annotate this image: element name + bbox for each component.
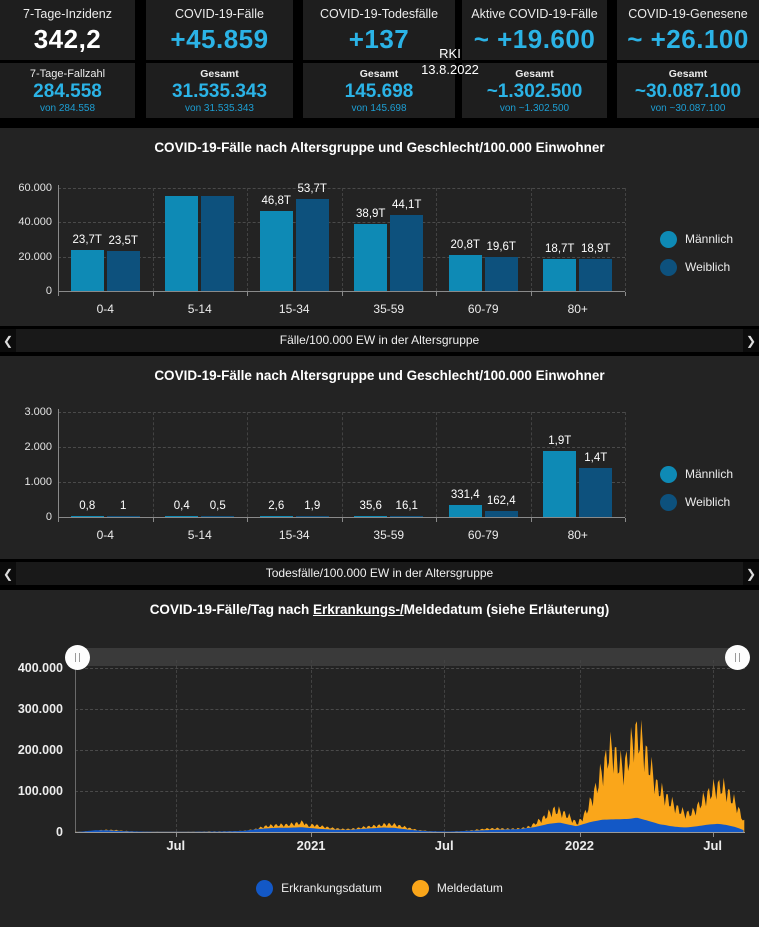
weiblich-color-dot: [660, 259, 677, 276]
axis-tickmark: [531, 518, 532, 522]
card-title: COVID-19-Todesfälle: [319, 7, 439, 21]
y-axis-tick-label: 400.000: [17, 661, 63, 675]
card-title: COVID-19-Genesene: [628, 7, 748, 21]
bar-value-label: 0,4: [173, 500, 190, 512]
axis-tickmark: [153, 292, 154, 296]
bar-value-label: 44,1T: [392, 199, 422, 212]
bar-value-label: 35,6: [359, 499, 382, 512]
legend-label: Erkrankungsdatum: [281, 881, 382, 895]
y-axis-tick-label: 1.000: [24, 476, 52, 488]
bar-female-5-14[interactable]: [201, 196, 234, 291]
chart-footer-bar: [0, 559, 759, 585]
bar-value-label: 20,8T: [450, 239, 480, 252]
card-sub-note: von ~1.302.500: [499, 103, 570, 114]
bar-male-35-59[interactable]: [354, 516, 387, 517]
bar-male-80+[interactable]: [543, 259, 576, 291]
gridline: [625, 412, 626, 517]
bar-male-5-14[interactable]: [165, 516, 198, 517]
legend-label: Männlich: [685, 232, 734, 246]
axis-tickmark: [58, 518, 59, 522]
card-sub-label: Gesamt: [359, 68, 399, 80]
card-sub-value: ~1.302.500: [486, 81, 583, 102]
axis-tickmark: [247, 292, 248, 296]
chart-title: COVID-19-Fälle nach Altersgruppe und Geschlecht/100.000 Einwohner: [154, 368, 605, 383]
gridline: [625, 188, 626, 291]
next-arrow-icon[interactable]: ❯: [743, 562, 759, 585]
bar-value-label: 18,9T: [581, 242, 611, 255]
card-value: ~ +19.600: [473, 24, 596, 54]
bar-female-35-59[interactable]: [390, 516, 423, 517]
axis-tickmark: [436, 292, 437, 296]
x-axis-tick-label: Jul: [166, 838, 186, 853]
card-sub-note: von 145.698: [351, 103, 407, 114]
chart-legend: [660, 464, 733, 520]
x-axis-tick-label: 2021: [296, 838, 326, 853]
x-axis-category-label: 60-79: [467, 302, 499, 316]
title-part: COVID-19-Fälle/Tag nach: [149, 602, 313, 617]
legend-item-maennlich[interactable]: [660, 464, 733, 484]
chart-legend: [660, 229, 733, 285]
y-axis-tick-label: 0: [45, 511, 52, 523]
bar-female-80+[interactable]: [579, 468, 612, 517]
bar-value-label: 38,9T: [356, 208, 386, 221]
chart-title: COVID-19-Fälle nach Altersgruppe und Geschlecht/100.000 Einwohner: [154, 140, 605, 155]
bar-value-label: 1,9T: [548, 434, 572, 447]
bar-female-60-79[interactable]: [485, 511, 518, 517]
bar-female-15-34[interactable]: [296, 199, 329, 291]
panel-cases-by-age: [0, 128, 759, 352]
bar-value-label: 23,7T: [72, 234, 102, 247]
card-sub-note: von 31.535.343: [185, 103, 254, 114]
chart-footer-bar: [0, 326, 759, 352]
bar-female-5-14[interactable]: [201, 516, 234, 517]
y-axis-tick-label: 60.000: [18, 182, 52, 194]
axis-tickmark: [436, 518, 437, 522]
axis-tickmark: [342, 292, 343, 296]
legend-label: Weiblich: [685, 495, 731, 509]
chart-footer-text: Todesfälle/100.000 EW in der Altersgruppe: [265, 566, 494, 580]
bar-value-label: 1,4T: [584, 452, 608, 464]
card-sub-value: ~30.087.100: [634, 81, 742, 102]
bar-value-label: 162,4: [486, 495, 516, 508]
y-axis-tick-label: 40.000: [18, 216, 52, 229]
legend-item-weiblich[interactable]: [660, 492, 733, 512]
x-axis-tick-label: Jul: [434, 838, 454, 853]
x-axis-category-label: 15-34: [278, 528, 310, 542]
area-series-meldedatum[interactable]: [75, 720, 744, 832]
x-axis-tick-label: Jul: [703, 838, 723, 853]
maennlich-color-dot: [660, 466, 677, 483]
x-axis-category-label: 80+: [567, 528, 588, 542]
card-sub-label: Gesamt: [515, 68, 554, 80]
bar-value-label: 0,5: [209, 500, 226, 512]
maennlich-color-dot: [660, 231, 677, 248]
bar-value-label: 18,7T: [545, 242, 575, 255]
axis-tickmark: [625, 518, 626, 522]
y-axis-tick-label: 0: [45, 285, 52, 297]
axis-tickmark: [58, 292, 59, 296]
card-value: +45.859: [170, 24, 269, 54]
card-value: +137: [348, 24, 410, 54]
bar-value-label: 46,8T: [261, 194, 291, 207]
x-axis-tick-label: 2022: [565, 838, 594, 853]
axis-tickmark: [342, 518, 343, 522]
card-sub-section: [146, 60, 293, 118]
x-axis-category-label: 15-34: [278, 302, 310, 316]
y-axis-tick-label: 2.000: [24, 441, 52, 453]
title-part: Meldedatum (siehe Erläuterung): [403, 602, 610, 617]
x-axis-category-label: 35-59: [373, 528, 405, 542]
card-sub-section: [0, 60, 135, 118]
bar-male-35-59[interactable]: [354, 224, 387, 291]
bar-value-label: 23,5T: [108, 234, 138, 247]
bar-female-60-79[interactable]: [485, 257, 518, 291]
rki-date-watermark: [390, 46, 510, 78]
card-title: COVID-19-Fälle: [175, 7, 264, 21]
card-sub-note: von 284.558: [39, 103, 96, 114]
bar-value-label: 0,8: [79, 500, 96, 512]
y-axis-tick-label: 300.000: [17, 702, 63, 716]
legend-label: Weiblich: [685, 260, 731, 274]
bar-male-0-4[interactable]: [71, 516, 104, 517]
bar-male-15-34[interactable]: [260, 211, 293, 291]
bar-female-15-34[interactable]: [296, 516, 329, 517]
card-value: 342,2: [33, 24, 102, 54]
card-sub-section: [617, 60, 759, 118]
y-axis-tick-label: 0: [56, 825, 63, 839]
card-sub-label: 7-Tage-Fallzahl: [29, 68, 106, 80]
bar-female-0-4[interactable]: [107, 251, 140, 291]
next-arrow-icon[interactable]: ❯: [743, 329, 759, 352]
card-sub-label: Gesamt: [200, 68, 239, 80]
x-axis-category-label: 5-14: [187, 528, 212, 542]
axis-tickmark: [531, 292, 532, 296]
area-series-erkrankungsdatum[interactable]: [75, 818, 744, 832]
bar-value-label: 16,1: [395, 500, 418, 512]
card-sub-value: 284.558: [33, 81, 102, 102]
bar-value-label: 19,6T: [486, 241, 516, 254]
prev-arrow-icon[interactable]: ❮: [0, 562, 16, 585]
card-sub-label: Gesamt: [668, 68, 708, 80]
y-axis-tick-label: 200.000: [17, 743, 63, 757]
bar-female-35-59[interactable]: [390, 215, 423, 291]
title-part-underlined: Erkrankungs-/: [312, 602, 404, 617]
axis-tickmark: [247, 518, 248, 522]
y-axis-tick-label: 3.000: [24, 406, 52, 418]
bar-value-label: 1: [120, 500, 127, 512]
legend-label: Männlich: [685, 467, 734, 481]
prev-arrow-icon[interactable]: ❮: [0, 329, 16, 352]
legend-item-weiblich[interactable]: [660, 257, 733, 277]
date-range-slider-handle-left[interactable]: [65, 645, 90, 670]
card-7-tage-inzidenz[interactable]: [0, 0, 135, 118]
watermark-date: 13.8.2022: [421, 62, 479, 77]
bar-value-label: 53,7T: [297, 182, 327, 195]
bar-value-label: 1,9: [304, 500, 321, 512]
axis-tickmark: [153, 518, 154, 522]
y-axis-tick-label: 20.000: [18, 250, 52, 263]
card-sub-value: 145.698: [344, 81, 414, 102]
card-title: Aktive COVID-19-Fälle: [471, 7, 598, 21]
x-axis-category-label: 60-79: [467, 528, 499, 542]
bar-male-60-79[interactable]: [449, 255, 482, 291]
bar-male-15-34[interactable]: [260, 516, 293, 517]
x-axis-category-label: 0-4: [96, 302, 114, 316]
panel-deaths-by-age: [0, 356, 759, 585]
card-sub-value: 31.535.343: [171, 81, 268, 102]
area-chart-canvas[interactable]: [0, 590, 759, 927]
bar-value-label: 331,4: [450, 489, 480, 502]
x-axis-category-label: 0-4: [96, 528, 114, 542]
gridline: [531, 188, 532, 291]
x-axis-category-label: 35-59: [373, 302, 405, 316]
watermark-rki: RKI: [439, 46, 461, 61]
panel-cases-per-day: [0, 590, 759, 927]
card-value: ~ +26.100: [627, 24, 749, 54]
bar-female-0-4[interactable]: [107, 516, 140, 517]
weiblich-color-dot: [660, 494, 677, 511]
card-covid-faelle[interactable]: [146, 0, 293, 118]
bar-male-0-4[interactable]: [71, 250, 104, 291]
axis-tickmark: [625, 292, 626, 296]
card-title: 7-Tage-Inzidenz: [23, 7, 112, 21]
chart-footer-text: Fälle/100.000 EW in der Altersgruppe: [279, 333, 480, 347]
legend-item-maennlich[interactable]: [660, 229, 733, 249]
bar-female-80+[interactable]: [579, 259, 612, 291]
bar-male-5-14[interactable]: [165, 196, 198, 291]
card-sub-note: von ~30.087.100: [650, 103, 726, 114]
legend-label: Meldedatum: [436, 881, 503, 895]
gridline: [342, 188, 343, 291]
bar-value-label: 2,6: [268, 500, 285, 512]
x-axis-category-label: 80+: [567, 302, 588, 316]
y-axis-tick-label: 100.000: [17, 784, 63, 798]
date-range-slider-handle-right[interactable]: [725, 645, 750, 670]
card-genesene[interactable]: [617, 0, 759, 118]
x-axis-category-label: 5-14: [187, 302, 212, 316]
